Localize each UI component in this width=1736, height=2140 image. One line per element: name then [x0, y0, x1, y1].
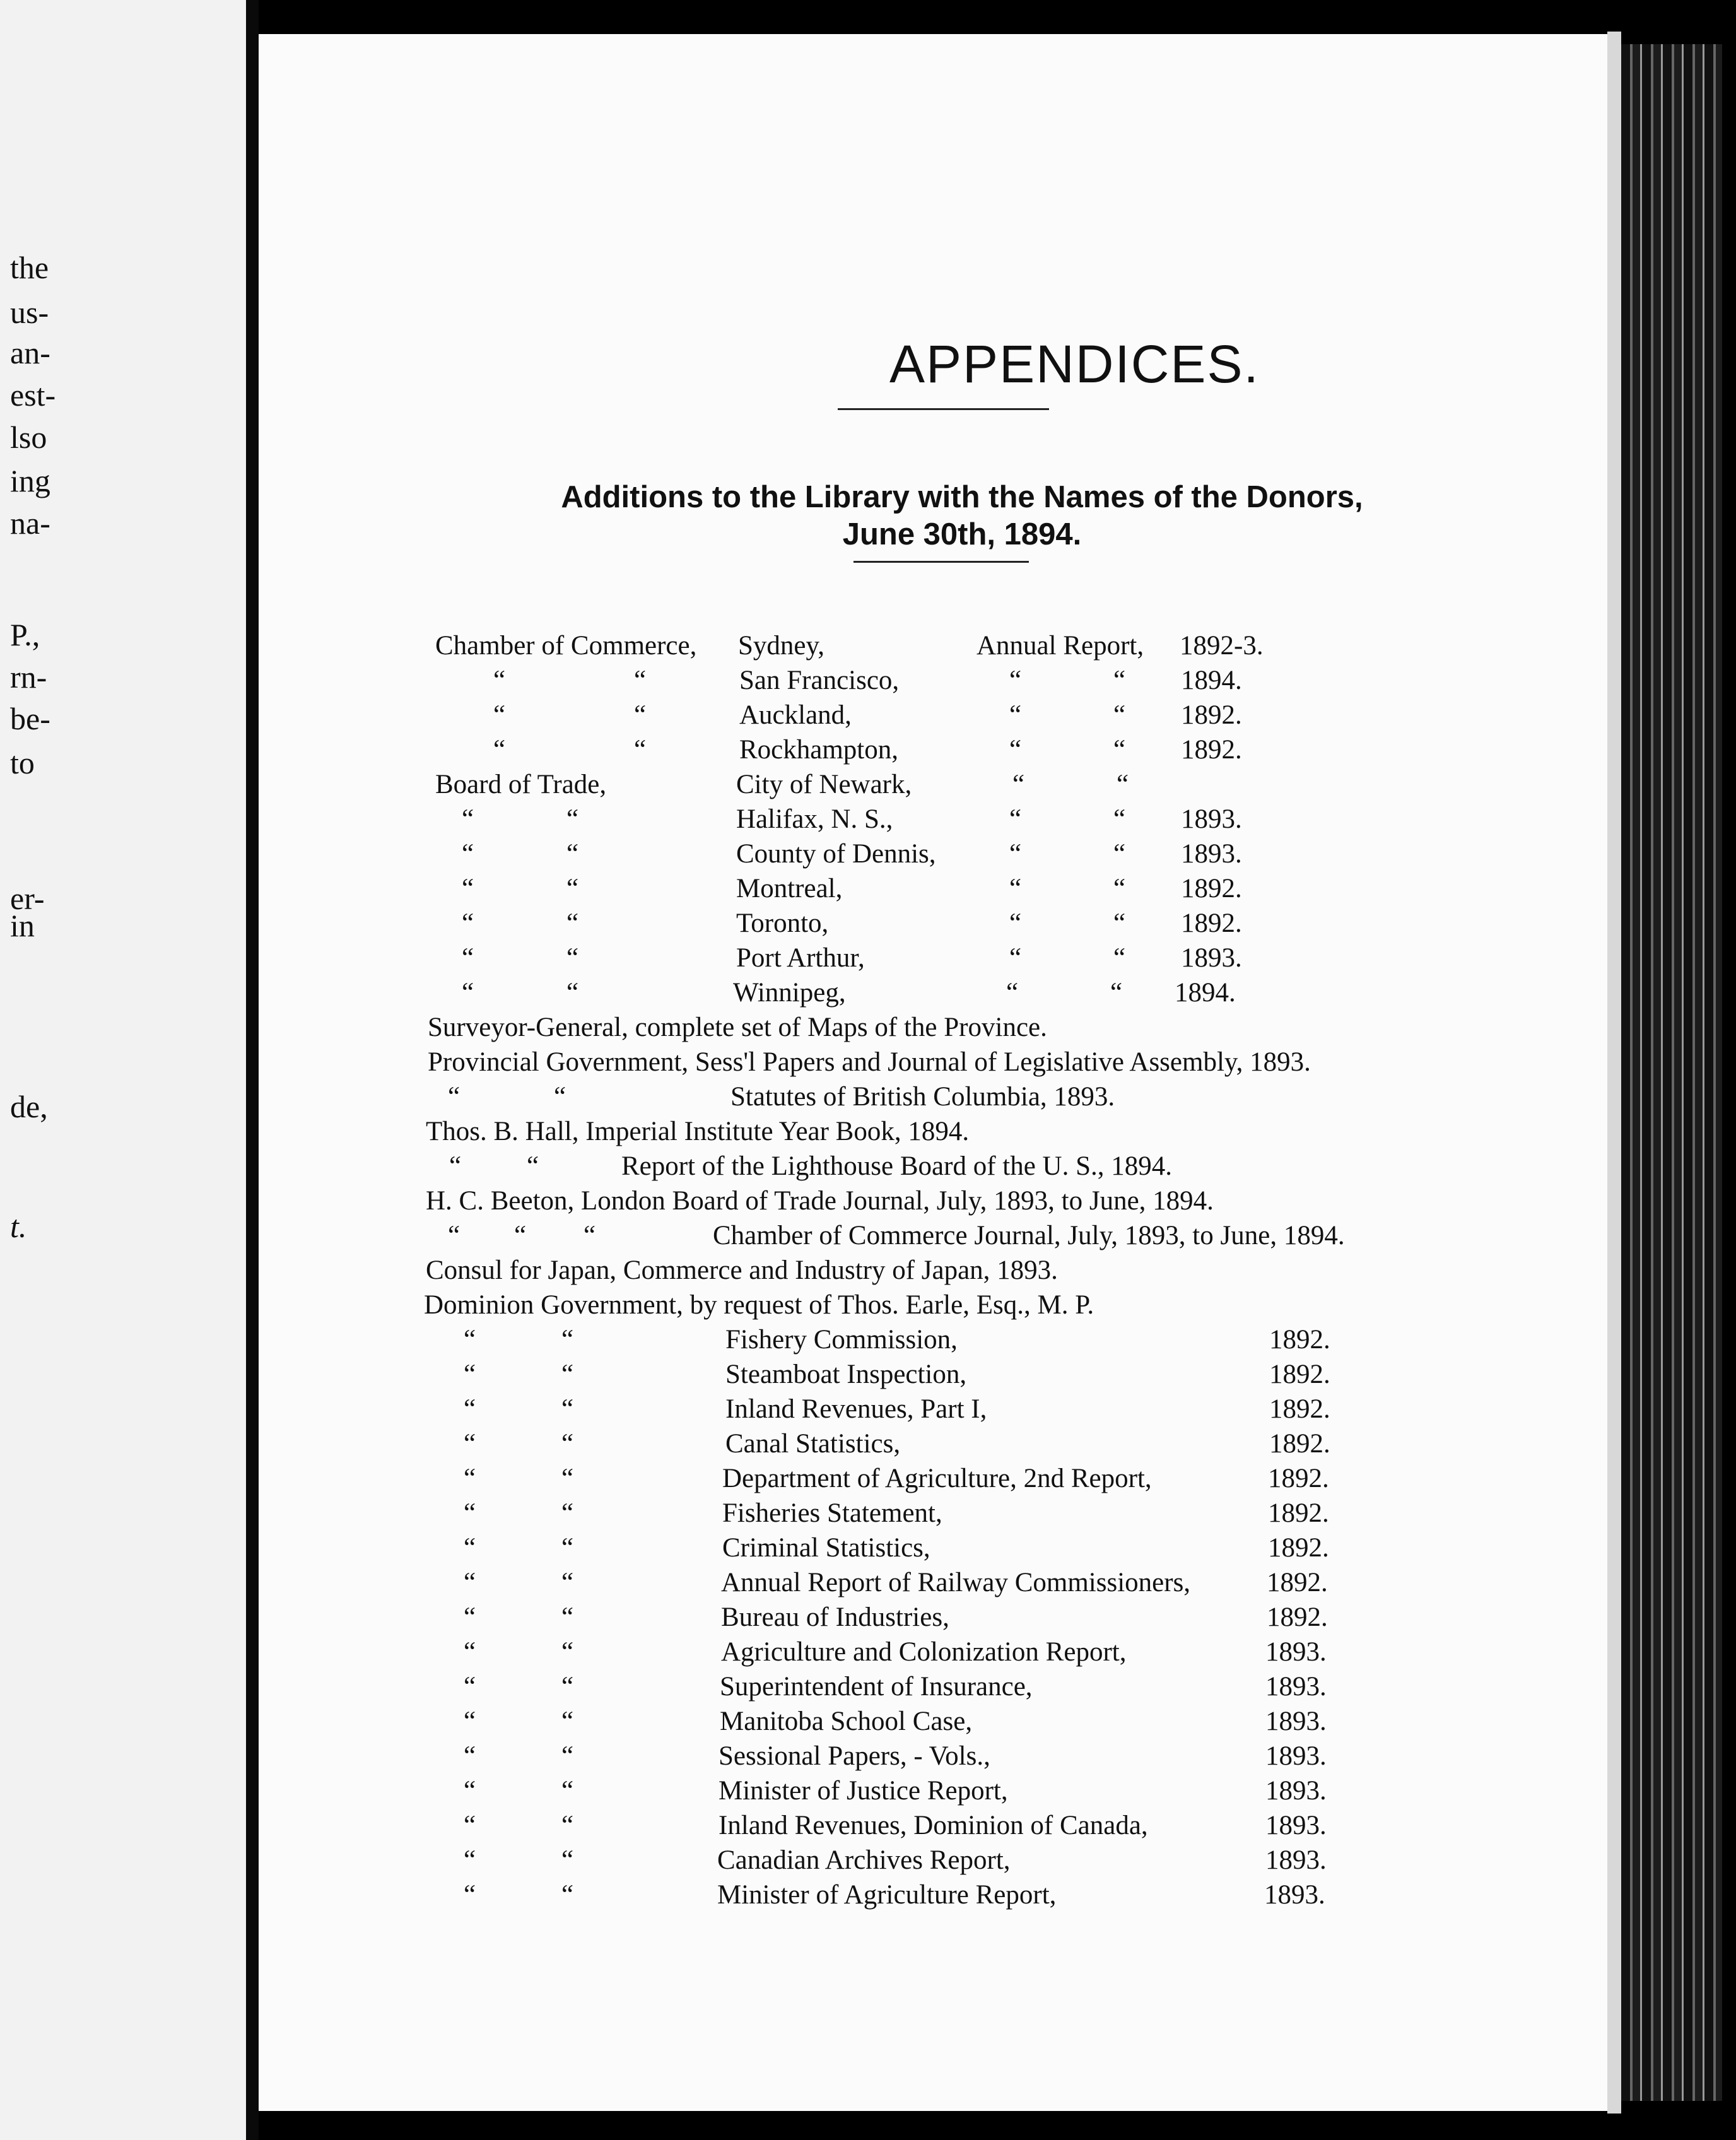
donor-entry: Provincial Government, Sess'l Papers and Journal of Legislative Assembly, 1893. [428, 1047, 1311, 1077]
appendices-page [259, 34, 1607, 2111]
year: 1893. [1265, 1672, 1327, 1702]
place-name: Auckland, [739, 700, 852, 730]
year: 1892. [1269, 1394, 1330, 1424]
document-name: Annual Report, [976, 631, 1144, 661]
report-title: Canal Statistics, [725, 1429, 901, 1459]
year: 1892-3. [1180, 631, 1264, 661]
ditto-mark: “ [561, 1394, 574, 1424]
report-title: Sessional Papers, - Vols., [718, 1741, 990, 1771]
page-title: APPENDICES. [889, 334, 1260, 394]
ditto-mark: “ [462, 804, 474, 834]
ditto-mark: “ [464, 1533, 476, 1563]
ditto-mark: “ [1113, 874, 1126, 903]
ditto-mark: “ [1009, 874, 1022, 903]
facing-page-text: P., [10, 617, 40, 652]
year: 1892. [1181, 735, 1242, 765]
facing-page-text: in [10, 908, 35, 943]
ditto-mark: “ [462, 943, 474, 973]
ditto-mark: “ [566, 908, 579, 938]
subtitle-rule [853, 561, 1029, 563]
ditto-mark: “ [1009, 735, 1022, 765]
ditto-mark: “ [1110, 978, 1123, 1008]
year: 1893. [1181, 839, 1242, 869]
donor-entry: Surveyor-General, complete set of Maps of the Province. [428, 1013, 1047, 1042]
facing-page-text: lso [10, 420, 47, 455]
ditto-mark: “ [464, 1394, 476, 1424]
ditto-mark: “ [634, 735, 647, 765]
place-name: Halifax, N. S., [736, 804, 893, 834]
facing-page-text: ing [10, 463, 50, 498]
report-title: Criminal Statistics, [722, 1533, 930, 1563]
ditto-mark: “ [493, 700, 506, 730]
ditto-mark: “ [464, 1498, 476, 1528]
ditto-mark: “ [449, 1151, 462, 1181]
report-title: Superintendent of Insurance, [720, 1672, 1033, 1702]
page-edge [1607, 32, 1621, 2114]
donor-entry: Thos. B. Hall, Imperial Institute Year Book, 1894. [426, 1117, 970, 1146]
donor-entry: Statutes of British Columbia, 1893. [730, 1082, 1115, 1112]
report-title: Department of Agriculture, 2nd Report, [722, 1464, 1152, 1493]
ditto-mark: “ [464, 1776, 476, 1806]
facing-page-text: rn- [10, 659, 47, 695]
report-title: Minister of Agriculture Report, [717, 1880, 1057, 1910]
place-name: City of Newark, [736, 770, 912, 799]
ditto-mark: “ [464, 1880, 476, 1910]
ditto-mark: “ [634, 666, 647, 695]
report-title: Bureau of Industries, [721, 1602, 949, 1632]
year: 1892. [1268, 1464, 1329, 1493]
donor-entry: H. C. Beeton, London Board of Trade Journal, July, 1893, to June, 1894. [426, 1186, 1214, 1216]
ditto-mark: “ [561, 1325, 574, 1355]
report-title: Agriculture and Colonization Report, [721, 1637, 1127, 1667]
ditto-mark: “ [561, 1498, 574, 1528]
report-title: Inland Revenues, Part I, [725, 1394, 987, 1424]
ditto-mark: “ [462, 839, 474, 869]
ditto-mark: “ [464, 1360, 476, 1389]
ditto-mark: “ [1012, 770, 1025, 799]
ditto-mark: “ [561, 1776, 574, 1806]
year: 1892. [1267, 1602, 1328, 1632]
year: 1892. [1269, 1325, 1330, 1355]
report-title: Canadian Archives Report, [717, 1845, 1011, 1875]
donor-entry: Dominion Government, by request of Thos. Earle, Esq., M. P. [424, 1290, 1094, 1320]
place-name: County of Dennis, [736, 839, 936, 869]
book-gutter [246, 0, 259, 2140]
report-title: Annual Report of Railway Commissioners, [721, 1568, 1191, 1597]
ditto-mark: “ [1006, 978, 1019, 1008]
year: 1892. [1181, 874, 1242, 903]
facing-page-text: be- [10, 701, 50, 736]
place-name: Sydney, [738, 631, 824, 661]
ditto-mark: “ [1113, 700, 1126, 730]
ditto-mark: “ [1113, 943, 1126, 973]
ditto-mark: “ [566, 874, 579, 903]
ditto-mark: “ [1009, 666, 1022, 695]
facing-page-text: an- [10, 335, 50, 370]
year: 1893. [1265, 1776, 1327, 1806]
year: 1893. [1265, 1811, 1327, 1840]
ditto-mark: “ [561, 1568, 574, 1597]
year: 1893. [1265, 1845, 1327, 1875]
ditto-mark: “ [1009, 839, 1022, 869]
ditto-mark: “ [566, 839, 579, 869]
ditto-mark: “ [462, 978, 474, 1008]
ditto-mark: “ [1009, 700, 1022, 730]
ditto-mark: “ [561, 1880, 574, 1910]
ditto-mark: “ [566, 978, 579, 1008]
year: 1892. [1269, 1360, 1330, 1389]
donor-entry: Report of the Lighthouse Board of the U. S., 1894. [621, 1151, 1173, 1181]
ditto-mark: “ [1113, 839, 1126, 869]
ditto-mark: “ [634, 700, 647, 730]
place-name: Port Arthur, [736, 943, 865, 973]
place-name: Montreal, [736, 874, 843, 903]
year: 1892. [1268, 1498, 1329, 1528]
ditto-mark: “ [464, 1845, 476, 1875]
subtitle-line: Additions to the Library with the Names of the Donors, [561, 480, 1363, 514]
report-title: Fishery Commission, [725, 1325, 958, 1355]
ditto-mark: “ [464, 1429, 476, 1459]
facing-page-text: t. [10, 1209, 27, 1244]
ditto-mark: “ [464, 1672, 476, 1702]
year: 1893. [1265, 1637, 1327, 1667]
facing-page-text: er- [10, 881, 45, 916]
book-page-edges [1621, 44, 1722, 2101]
ditto-mark: “ [1113, 804, 1126, 834]
facing-page-text: de, [10, 1089, 48, 1124]
facing-page [0, 0, 246, 2140]
ditto-mark: “ [561, 1360, 574, 1389]
title-rule [838, 408, 1049, 410]
donor-entry: Consul for Japan, Commerce and Industry of Japan, 1893. [426, 1255, 1058, 1285]
donor-name: Chamber of Commerce, [435, 631, 697, 661]
ditto-mark: “ [561, 1637, 574, 1667]
ditto-mark: “ [561, 1741, 574, 1771]
ditto-mark: “ [1113, 908, 1126, 938]
place-name: San Francisco, [739, 666, 900, 695]
ditto-mark: “ [561, 1811, 574, 1840]
year: 1893. [1265, 1741, 1327, 1771]
ditto-mark: “ [464, 1707, 476, 1736]
year: 1893. [1264, 1880, 1325, 1910]
ditto-mark: “ [493, 735, 506, 765]
ditto-mark: “ [561, 1707, 574, 1736]
ditto-mark: “ [462, 908, 474, 938]
ditto-mark: “ [464, 1741, 476, 1771]
year: 1893. [1265, 1707, 1327, 1736]
ditto-mark: “ [1009, 943, 1022, 973]
report-title: Inland Revenues, Dominion of Canada, [718, 1811, 1148, 1840]
donor-entry: Chamber of Commerce Journal, July, 1893, to June, 1894. [713, 1221, 1345, 1250]
ditto-mark: “ [464, 1637, 476, 1667]
facing-page-text: to [10, 745, 35, 780]
page-subtitle [438, 479, 1486, 553]
report-title: Fisheries Statement, [722, 1498, 942, 1528]
ditto-mark: “ [448, 1221, 460, 1250]
ditto-mark: “ [566, 943, 579, 973]
facing-page-text: us- [10, 295, 49, 330]
year: 1893. [1181, 804, 1242, 834]
ditto-mark: “ [493, 666, 506, 695]
ditto-mark: “ [554, 1082, 566, 1112]
year: 1894. [1181, 666, 1242, 695]
ditto-mark: “ [1113, 666, 1126, 695]
ditto-mark: “ [514, 1221, 527, 1250]
ditto-mark: “ [527, 1151, 539, 1181]
facing-page-text: na- [10, 505, 50, 541]
report-title: Minister of Justice Report, [718, 1776, 1008, 1806]
place-name: Toronto, [736, 908, 829, 938]
ditto-mark: “ [1117, 770, 1129, 799]
facing-page-text: est- [10, 377, 56, 413]
subtitle-line: June 30th, 1894. [842, 517, 1082, 551]
ditto-mark: “ [464, 1325, 476, 1355]
report-title: Steamboat Inspection, [725, 1360, 967, 1389]
ditto-mark: “ [464, 1464, 476, 1493]
year: 1892. [1267, 1568, 1328, 1597]
ditto-mark: “ [561, 1464, 574, 1493]
ditto-mark: “ [561, 1672, 574, 1702]
ditto-mark: “ [1009, 804, 1022, 834]
ditto-mark: “ [462, 874, 474, 903]
year: 1892. [1268, 1533, 1329, 1563]
ditto-mark: “ [561, 1845, 574, 1875]
report-title: Manitoba School Case, [720, 1707, 973, 1736]
ditto-mark: “ [561, 1429, 574, 1459]
year: 1892. [1181, 700, 1242, 730]
facing-page-text: the [10, 250, 49, 285]
ditto-mark: “ [1009, 908, 1022, 938]
ditto-mark: “ [584, 1221, 596, 1250]
place-name: Winnipeg, [733, 978, 846, 1008]
ditto-mark: “ [448, 1082, 460, 1112]
ditto-mark: “ [561, 1602, 574, 1632]
year: 1893. [1181, 943, 1242, 973]
year: 1892. [1269, 1429, 1330, 1459]
ditto-mark: “ [1113, 735, 1126, 765]
ditto-mark: “ [464, 1568, 476, 1597]
ditto-mark: “ [561, 1533, 574, 1563]
year: 1892. [1181, 908, 1242, 938]
ditto-mark: “ [464, 1811, 476, 1840]
ditto-mark: “ [566, 804, 579, 834]
place-name: Rockhampton, [739, 735, 898, 765]
donor-name: Board of Trade, [435, 770, 607, 799]
ditto-mark: “ [464, 1602, 476, 1632]
year: 1894. [1175, 978, 1236, 1008]
